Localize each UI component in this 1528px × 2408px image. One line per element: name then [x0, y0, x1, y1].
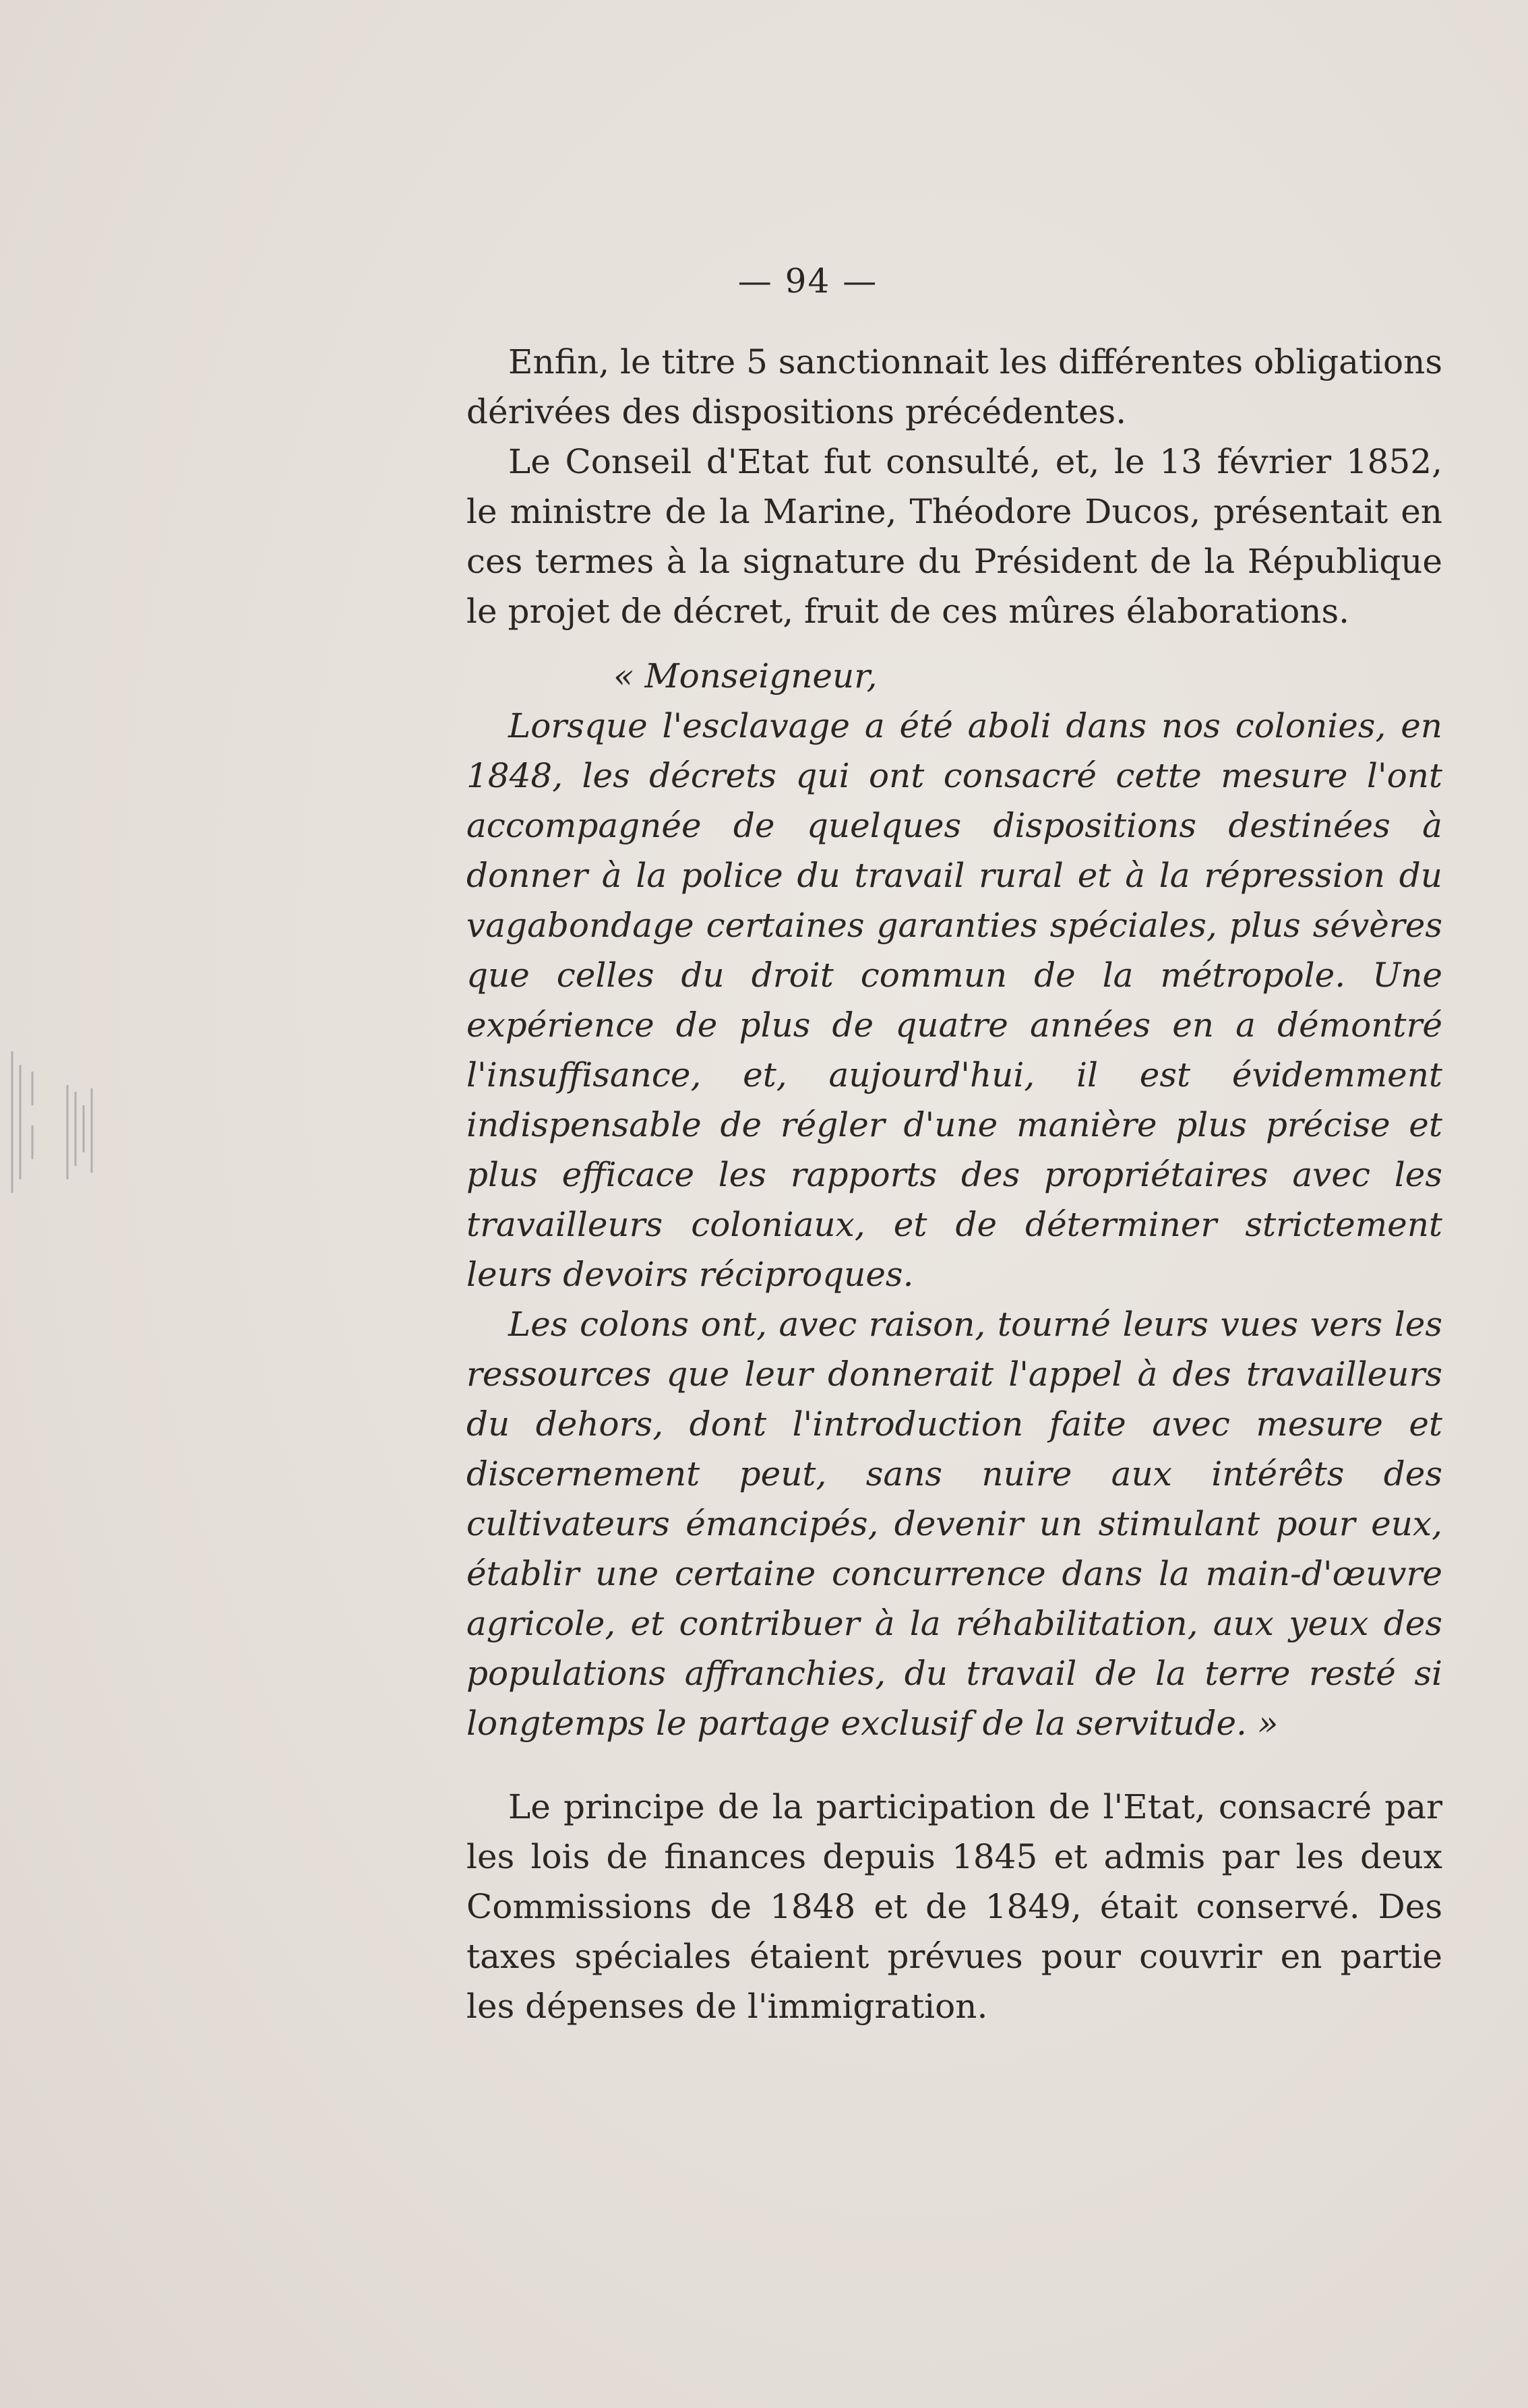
page-number: — 94 — [737, 261, 878, 301]
body-text [466, 337, 1442, 2031]
paragraph-titre-5: Enfin, le titre 5 sanctionnait les différentes obligations dérivées des dispositions précédentes. [466, 342, 1442, 431]
quote-paragraph-colons: Les colons ont, avec raison, tourné leurs vues vers les ressources que leur donnerait l'appel à des travailleurs du dehors, dont l'introduction faite avec mesure et discernement peut, sans nuire aux intérêts des cultivateurs émancipés, devenir un stimulant pour eux, établir une certaine concurrence dans la main-d'œuvre agricole, et contribuer à la réhabilitation, aux yeux des populations affranchies, du travail de la terre resté si longtemps le partage exclusif de la servitude. » [466, 1305, 1442, 1743]
paragraph-conseil-etat: Le Conseil d'Etat fut consulté, et, le 13 février 1852, le ministre de la Marine, Théodore Ducos, présentait en ces termes à la signature du Président de la République le projet de décret, fruit de ces mûres élaborations. [466, 442, 1442, 631]
quote-paragraph-esclavage: Lorsque l'esclavage a été aboli dans nos colonies, en 1848, les décrets qui ont consacré cette mesure l'ont accompagnée de quelques dispositions destinées à donner à la police du travail rural et à la répression du vagabondage certaines garanties spéciales, plus sévères que celles du droit commun de la métropole. Une expérience de plus de quatre années en a démontré l'insuffisance, et, aujourd'hui, il est évidemment indispensable de régler d'une manière plus précise et plus efficace les rapports des propriétaires avec les travailleurs coloniaux, et de déterminer strictement leurs devoirs réciproques. [466, 706, 1442, 1294]
paragraph-participation-etat: Le principe de la participation de l'Etat, consacré par les lois de finances depuis 1845 et admis par les deux Commissions de 1848 et de 1849, était conservé. Des taxes spéciales étaient prévues pour couvrir en partie les dépenses de l'immigration. [466, 1787, 1442, 2026]
library-stamp [0, 1024, 108, 1227]
quote-salutation: « Monseigneur, [613, 656, 878, 696]
